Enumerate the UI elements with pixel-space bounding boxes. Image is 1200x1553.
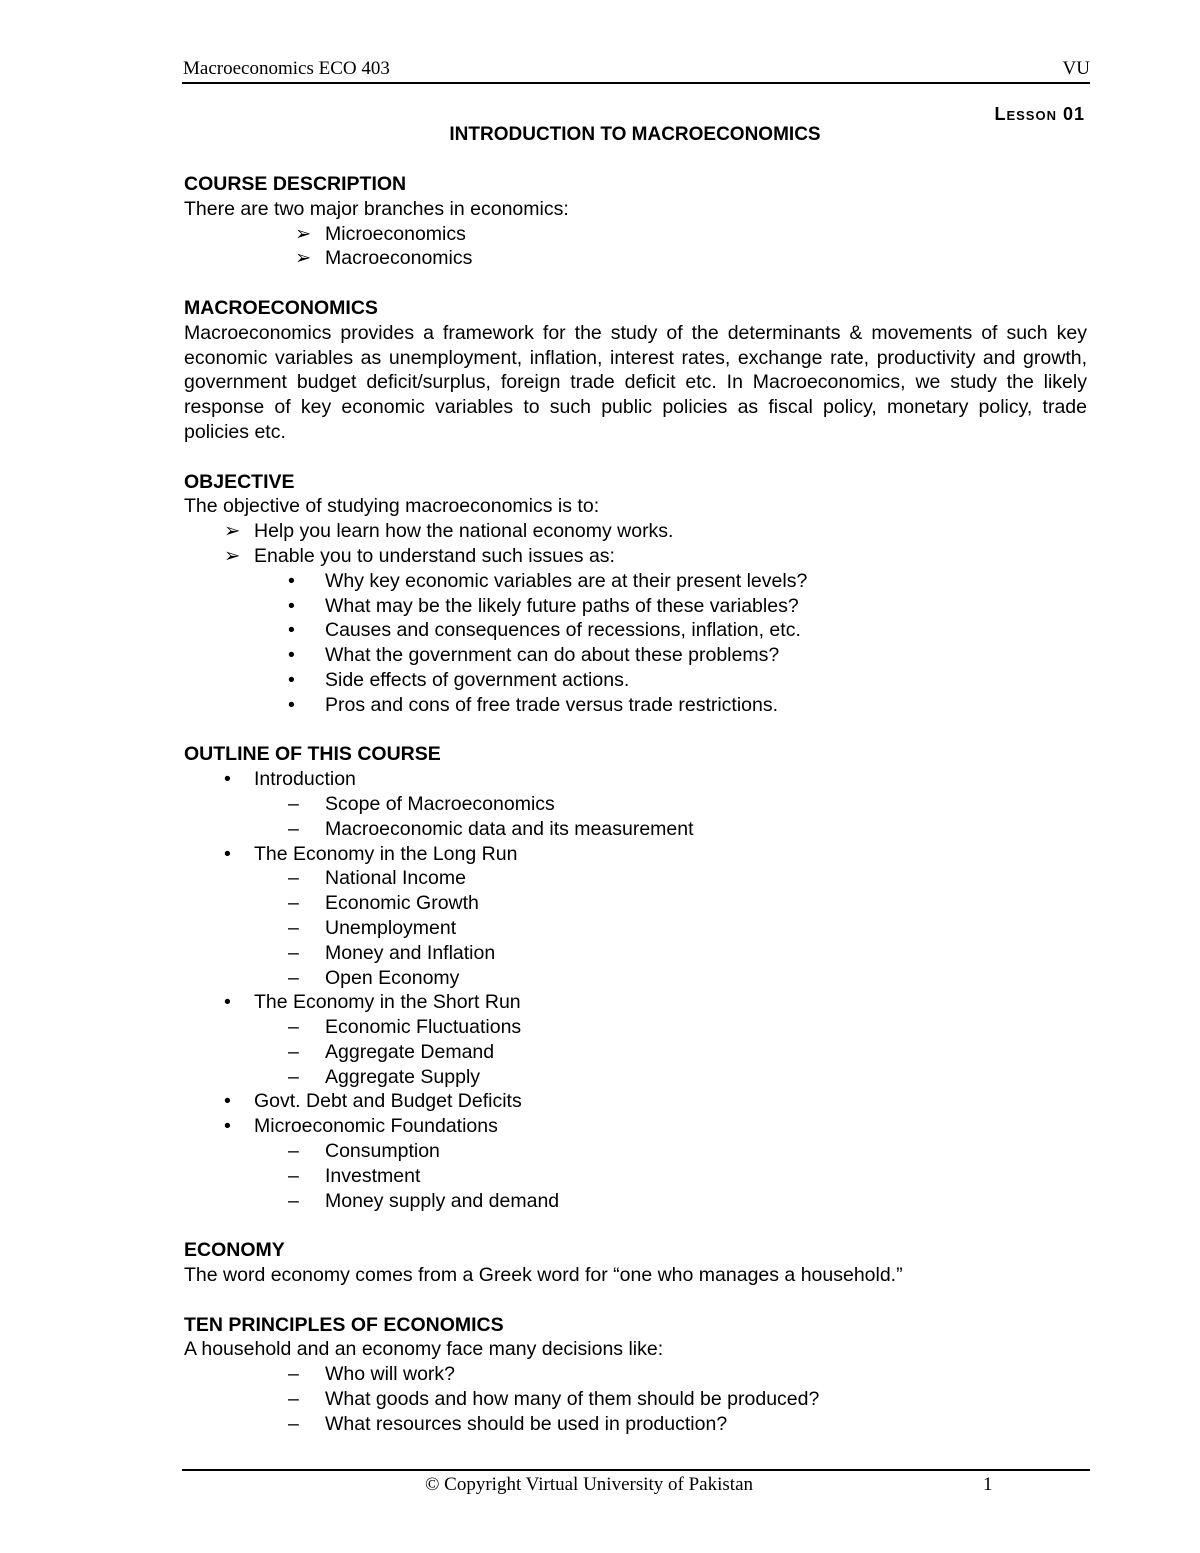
ten-principles-intro: A household and an economy face many decisions like: [184, 1338, 664, 1361]
list-item [184, 1362, 1087, 1387]
list-item [184, 1412, 1087, 1437]
outline-topic-text: Introduction [254, 768, 356, 791]
objective-intro: The objective of studying macroeconomics is to: [184, 495, 600, 518]
outline-topic [184, 1089, 1087, 1114]
outline-topic [184, 767, 1087, 792]
list-item-text: What the government can do about these problems? [325, 644, 780, 667]
outline-subtopic-text: Economic Fluctuations [325, 1016, 522, 1039]
dash-icon: – [288, 1065, 299, 1088]
arrow-bullet-icon: ➢ [295, 247, 312, 270]
footer-rule [182, 1469, 1090, 1471]
bullet-icon: • [224, 1090, 231, 1113]
dash-icon: – [288, 916, 299, 939]
bullet-icon: • [224, 842, 231, 865]
bullet-icon: • [224, 768, 231, 791]
list-item-text: Who will work? [325, 1363, 456, 1386]
dash-icon: – [288, 1016, 299, 1039]
outline-topic-text: The Economy in the Short Run [254, 991, 521, 1014]
outline-topic [184, 990, 1087, 1015]
bullet-icon: • [288, 594, 295, 617]
list-item [184, 618, 1087, 643]
list-item [184, 643, 1087, 668]
section-heading-economy: ECONOMY [184, 1239, 285, 1262]
list-item [184, 594, 1087, 619]
bullet-icon: • [288, 668, 295, 691]
footer-copyright: © Copyright Virtual University of Pakistan [425, 1474, 754, 1495]
section-heading-macroeconomics: MACROECONOMICS [184, 296, 378, 319]
section-heading-objective: OBJECTIVE [184, 470, 295, 493]
page-number: 1 [983, 1474, 993, 1495]
outline-subtopic-text: National Income [325, 867, 466, 890]
header-rule [182, 82, 1090, 84]
header-institution: VU [1062, 58, 1090, 79]
outline-subtopic-text: Aggregate Supply [325, 1065, 481, 1088]
outline-subtopic-text: Scope of Macroeconomics [325, 792, 555, 815]
outline-subtopic [184, 792, 1087, 817]
list-item-text: Microeconomics [325, 222, 466, 245]
outline-subtopic [184, 1065, 1087, 1090]
list-item [184, 693, 1087, 718]
list-item-text: Why key economic variables are at their present levels? [325, 569, 808, 592]
list-item-text: What may be the likely future paths of these variables? [325, 594, 799, 617]
bullet-icon: • [288, 619, 295, 642]
outline-topic-text: Govt. Debt and Budget Deficits [254, 1090, 522, 1113]
list-item-text: What resources should be used in production? [325, 1412, 728, 1435]
dash-icon: – [288, 817, 299, 840]
section-heading-outline: OUTLINE OF THIS COURSE [184, 743, 441, 766]
header-course: Macroeconomics ECO 403 [183, 58, 390, 79]
outline-topic [184, 1114, 1087, 1139]
list-item-text: Macroeconomics [325, 247, 473, 270]
arrow-bullet-icon: ➢ [224, 520, 241, 543]
outline-subtopic [184, 1164, 1087, 1189]
economy-text: The word economy comes from a Greek word for “one who manages a household.” [184, 1264, 903, 1287]
list-item [184, 569, 1087, 594]
outline-subtopic [184, 1139, 1087, 1164]
dash-icon: – [288, 892, 299, 915]
bullet-icon: • [224, 991, 231, 1014]
section-heading-course-description: COURSE DESCRIPTION [184, 173, 407, 195]
lesson-label: Lesson 01 [994, 104, 1085, 124]
outline-topic-text: The Economy in the Long Run [254, 842, 518, 865]
outline-subtopic [184, 1040, 1087, 1065]
outline-subtopic [184, 891, 1087, 916]
list-item-text: Enable you to understand such issues as: [254, 544, 615, 567]
list-item-text: Help you learn how the national economy works. [254, 520, 674, 543]
outline-subtopic [184, 916, 1087, 941]
outline-subtopic-text: Money supply and demand [325, 1189, 560, 1212]
outline-subtopic [184, 1015, 1087, 1040]
dash-icon: – [288, 867, 299, 890]
outline-subtopic [184, 941, 1087, 966]
list-item-text: What goods and how many of them should be produced? [325, 1388, 820, 1411]
document-body [184, 172, 1087, 1437]
outline-subtopic-text: Unemployment [325, 916, 457, 939]
list-item [184, 668, 1087, 693]
course-description-intro: There are two major branches in economics: [184, 197, 569, 220]
outline-subtopic-text: Macroeconomic data and its measurement [325, 817, 694, 840]
outline-topic-text: Microeconomic Foundations [254, 1115, 498, 1138]
bullet-icon: • [288, 644, 295, 667]
dash-icon: – [288, 941, 299, 964]
list-item [184, 544, 1087, 569]
arrow-bullet-icon: ➢ [295, 222, 312, 245]
outline-subtopic [184, 866, 1087, 891]
outline-subtopic [184, 966, 1087, 991]
page-title: INTRODUCTION TO MACROECONOMICS [449, 124, 821, 145]
list-item [184, 222, 1087, 247]
outline-subtopic-text: Money and Inflation [325, 941, 496, 964]
bullet-icon: • [224, 1115, 231, 1138]
bullet-icon: • [288, 693, 295, 716]
outline-subtopic [184, 817, 1087, 842]
list-item [184, 246, 1087, 271]
section-heading-ten-principles: TEN PRINCIPLES OF ECONOMICS [184, 1313, 504, 1336]
outline-subtopic [184, 1189, 1087, 1214]
list-item-text: Side effects of government actions. [325, 668, 630, 691]
dash-icon: – [288, 1189, 299, 1212]
outline-subtopic-text: Economic Growth [325, 892, 479, 915]
outline-subtopic-text: Investment [325, 1164, 421, 1187]
dash-icon: – [288, 1140, 299, 1163]
dash-icon: – [288, 792, 299, 815]
dash-icon: – [288, 1363, 299, 1386]
dash-icon: – [288, 1388, 299, 1411]
dash-icon: – [288, 1040, 299, 1063]
outline-topic [184, 842, 1087, 867]
macroeconomics-paragraph: Macroeconomics provides a framework for the study of the determinants & movements of such key economic variables as unemployment, inflation, interest rates, exchange rate, productivity and growth, government budget deficit/surplus, foreign trade deficit etc. In Macroeconomics, we study the likely response of key economic variables to such public policies as fiscal policy, monetary policy, trade policies etc. [184, 321, 1087, 443]
dash-icon: – [288, 1164, 299, 1187]
page-header [183, 58, 1090, 80]
outline-subtopic-text: Aggregate Demand [325, 1040, 495, 1063]
dash-icon: – [288, 966, 299, 989]
bullet-icon: • [288, 569, 295, 592]
list-item-text: Causes and consequences of recessions, inflation, etc. [325, 619, 801, 642]
dash-icon: – [288, 1412, 299, 1435]
list-item-text: Pros and cons of free trade versus trade restrictions. [325, 693, 779, 716]
arrow-bullet-icon: ➢ [224, 544, 241, 567]
list-item [184, 1387, 1087, 1412]
outline-subtopic-text: Consumption [325, 1140, 440, 1163]
list-item [184, 519, 1087, 544]
outline-subtopic-text: Open Economy [325, 966, 460, 989]
